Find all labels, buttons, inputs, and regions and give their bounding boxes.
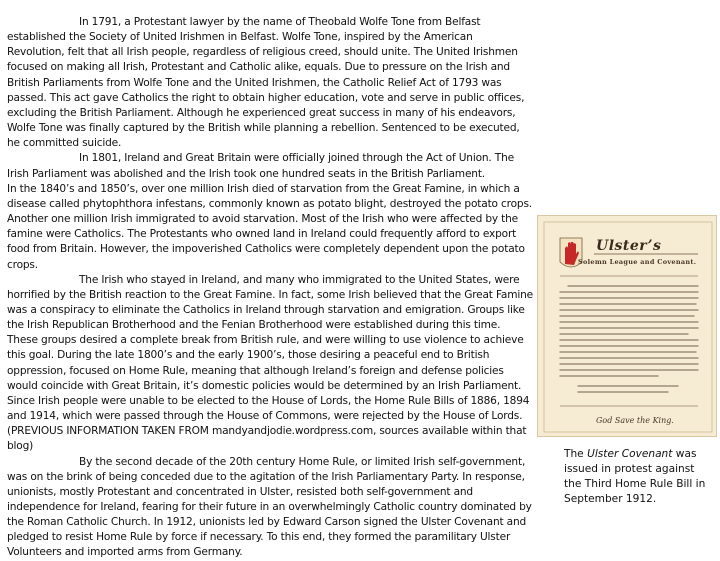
- paragraph-ulster-covenant: By the second decade of the 20th century Home Rule, or limited Irish self-government, was on the brink of being conceded due to the agitation of the Irish Parliamentary Party. In response, unionists, mostly Protestant and concentrated in Ulster, resisted both self-government and independence for Ireland, fearing for their future in an overwhelmingly Catholic country dominated by the Roman Catholic Church. In 1912, unionists led by Edward Carson signed the Ulster Covenant and pledged to resist Home Rule by force if necessary. To this end, they formed the paramilitary Ulster Volunteers and imported arms from Germany.: [7, 455, 532, 559]
- paragraph-great-famine: In the 1840’s and 1850’s, over one million Irish died of starvation from the Great Famine, in which a disease called phytophthora infestans, commonly known as potato blight, destroyed the potato crops. Another one million Irish immigrated to avoid starvation. Most of the Irish who were affected by the famine were Catholics. The Protestants who owned land in Ireland could frequently afford to export food from Britain. However, the impoverished Catholics were completely dependent upon the potato crops.: [7, 182, 532, 271]
- caption-emphasis: Ulster Covenant: [587, 448, 673, 460]
- covenant-footer: God Save the King.: [596, 416, 674, 425]
- caption-text-before: The: [564, 448, 588, 460]
- article-body: [7, 15, 533, 561]
- paragraph-act-of-union: In 1801, Ireland and Great Britain were officially joined through the Act of Union. The Irish Parliament was abolished and the Irish took one hundred seats in the British Parliament.: [7, 152, 514, 180]
- paragraph-wolfe-tone: In 1791, a Protestant lawyer by the name of Theobald Wolfe Tone from Belfast established the Society of United Irishmen in Belfast. Wolfe Tone, inspired by the American Revolution, felt that all Irish people, regardless of religious creed, should unite. The United Irishmen focused on making all Irish, Protestant and Catholic alike, equals. Due to pressure on the Irish and British Parliaments from Wolfe Tone and the United Irishmen, the Catholic Relief Act of 1793 was passed. This act gave Catholics the right to obtain higher education, vote and serve in public offices, excluding the British Parliament. Although he experienced great success in many of his endeavors, Wolfe Tone was finally captured by the British while planning a rebellion. Sentenced to be executed, he committed suicide.: [7, 16, 525, 150]
- paragraph-home-rule: The Irish who stayed in Ireland, and many who immigrated to the United States, were horrified by the British reaction to the Great Famine. In fact, some Irish believed that the Great Famine was a conspiracy to eliminate the Catholics in Ireland through starvation and emigration. Groups like the Irish Republican Brotherhood and the Fenian Brotherhood were established during this time. These groups desired a complete break from British rule, and were willing to use violence to achieve this goal. During the late 1800’s and the early 1900’s, those desiring a peaceful end to British oppression, focused on Home Rule, meaning that although Ireland’s foreign and defense policies would coincide with Great Britain, it’s domestic policies would be determined by an Irish Parliament. Since Irish people were unable to be elected to the House of Lords, the Home Rule Bills of 1886, 1894 and 1914, which were passed through the House of Commons, were rejected by the House of Lords. (PREVIOUS INFORMATION TAKEN FROM mandyandjodie.wordpress.com, sources available within that blog): [7, 273, 533, 453]
- covenant-subtitle: Solemn League and Covenant.: [578, 258, 697, 266]
- ulster-covenant-image: [537, 215, 717, 437]
- image-caption: [564, 447, 714, 508]
- caption-text-after: was issued in protest against the Third Home Rule Bill in September 1912.: [564, 448, 706, 506]
- covenant-title: Ulster’s: [596, 238, 662, 254]
